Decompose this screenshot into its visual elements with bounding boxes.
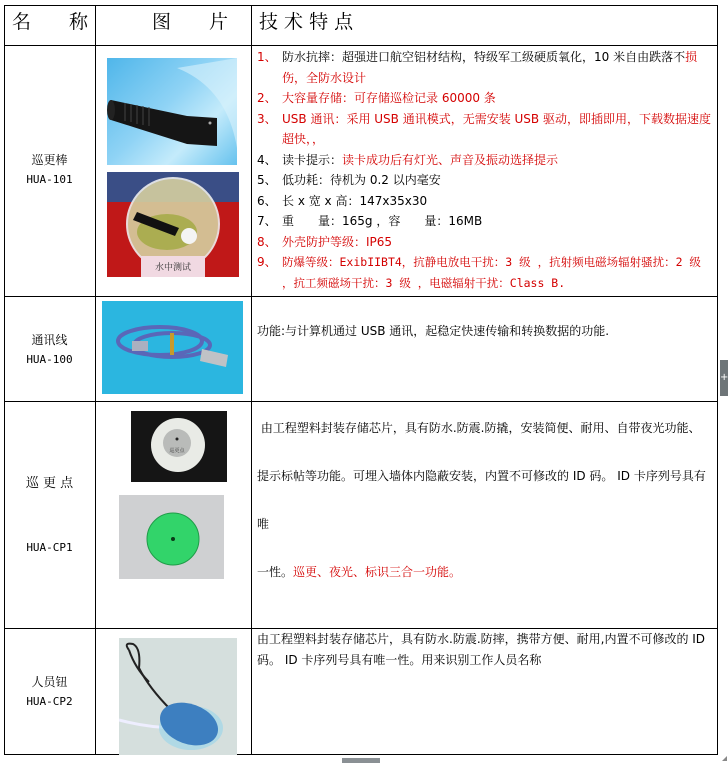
- expand-handle[interactable]: +: [720, 360, 728, 396]
- header-name: 名 称: [12, 11, 89, 33]
- feature-item: [257, 109, 714, 150]
- usb-cable-image: [102, 301, 243, 394]
- product-name: 人员钮: [31, 675, 68, 689]
- feature-number: 1、: [257, 50, 277, 64]
- feature-item: [257, 47, 714, 88]
- feature-number: 2、: [257, 91, 277, 105]
- header-picture: 图 片: [152, 11, 229, 33]
- glow-disc-icon: [119, 495, 224, 579]
- baton-image: [107, 58, 237, 165]
- feature-label: 读卡提示：: [282, 152, 343, 167]
- product-model: HUA-CP1: [26, 541, 73, 554]
- product-model: HUA-CP2: [26, 695, 73, 708]
- product-model: HUA-100: [26, 353, 73, 366]
- features-list: [257, 47, 714, 293]
- product-description: 由工程塑料封装存储芯片，具有防水.防震.防摔，携带方便、耐用,内置不可修改的 ID 码。 ID 卡序列号具有唯一性。用来识别工作人员名称: [257, 632, 706, 667]
- feature-number: 6、: [257, 193, 277, 208]
- product-name-cell: [4, 672, 95, 712]
- product-name-cell: [4, 330, 95, 370]
- feature-text: 长 x 宽 x 高：147x35x30: [282, 193, 428, 208]
- col-divider: [95, 6, 96, 754]
- row-divider: [5, 401, 717, 402]
- description-line: 一性。: [257, 565, 294, 579]
- feature-item: [257, 191, 714, 212]
- feature-text: 外壳防护等级：IP65: [282, 234, 393, 249]
- baton-icon: [107, 58, 237, 165]
- feature-number: 5、: [257, 173, 277, 187]
- product-name: 通讯线: [31, 333, 68, 347]
- feature-number: 9、: [257, 255, 277, 269]
- product-name: 巡更棒: [31, 153, 68, 167]
- description-line: 由工程塑料封装存储芯片，具有防水.防震.防撬，安装简便、耐用、自带夜光功能、: [257, 421, 701, 435]
- feature-number: 8、: [257, 234, 277, 249]
- feature-text: USB 通讯：采用 USB 通讯模式，无需安装 USB 驱动，即插即用，下载数据速度超快，，: [282, 111, 711, 146]
- feature-text: 防爆等级：ExibIIBT4，抗静电放电干扰：3 级 ，抗射频电磁场辐射骚扰：2 级 ，抗工频磁场干扰：3 级 ，电磁辐射干扰：Class B.: [282, 255, 701, 290]
- col-divider: [251, 6, 252, 754]
- row-divider: [5, 296, 717, 297]
- feature-text-highlight: 损伤，全防水设计: [282, 50, 698, 85]
- product-description: 功能:与计算机通过 USB 通讯，起稳定快速传输和转换数据的功能.: [257, 324, 610, 338]
- feature-number: 4、: [257, 152, 277, 167]
- feature-number: 7、: [257, 214, 277, 228]
- product-name-cell: [4, 150, 95, 190]
- product-name: 巡 更 点: [25, 476, 74, 491]
- checkpoint-white-image: [131, 411, 227, 482]
- feature-item: [257, 252, 714, 293]
- checkpoint-green-image: [119, 495, 224, 579]
- feature-item: [257, 170, 714, 191]
- feature-text: 防水抗摔：超强进口航空铝材结构，特级军工级硬质氧化，10 米自由跌落不: [282, 50, 686, 64]
- resize-handle[interactable]: [342, 758, 380, 763]
- feature-text-highlight: 读卡成功后有灯光、声音及振动选择提示: [342, 152, 559, 167]
- water-test-caption: 水中测试: [154, 263, 191, 273]
- description-highlight: 巡更、夜光、标识三合一功能。: [293, 565, 462, 579]
- checkpoint-label: 巡更点: [169, 448, 185, 454]
- feature-text: 重 量：165g ，容 量：16MB: [282, 214, 483, 228]
- feature-item: [257, 232, 714, 253]
- keyfob-icon: [119, 638, 237, 755]
- keyfob-image: [119, 638, 237, 755]
- usb-cable-icon: [102, 301, 243, 394]
- feature-number: 3、: [257, 111, 277, 126]
- feature-item: [257, 150, 714, 171]
- water-test-image: [107, 172, 239, 277]
- description-line: 提示标帖等功能。可埋入墙体内隐蔽安装，内置不可修改的 ID 码。 ID 卡序列号具有唯: [257, 469, 706, 531]
- feature-item: [257, 88, 714, 109]
- resize-corner-icon[interactable]: [722, 756, 727, 761]
- header-features: 技 术 特 点: [259, 11, 354, 33]
- row-divider: [5, 45, 717, 46]
- feature-text: 低功耗：待机为 0.2 以内毫安: [282, 173, 441, 187]
- feature-text: 大容量存储：可存储巡检记录 60000 条: [282, 91, 496, 105]
- product-description: [257, 404, 714, 596]
- product-model: HUA-101: [26, 173, 73, 186]
- feature-item: [257, 211, 714, 232]
